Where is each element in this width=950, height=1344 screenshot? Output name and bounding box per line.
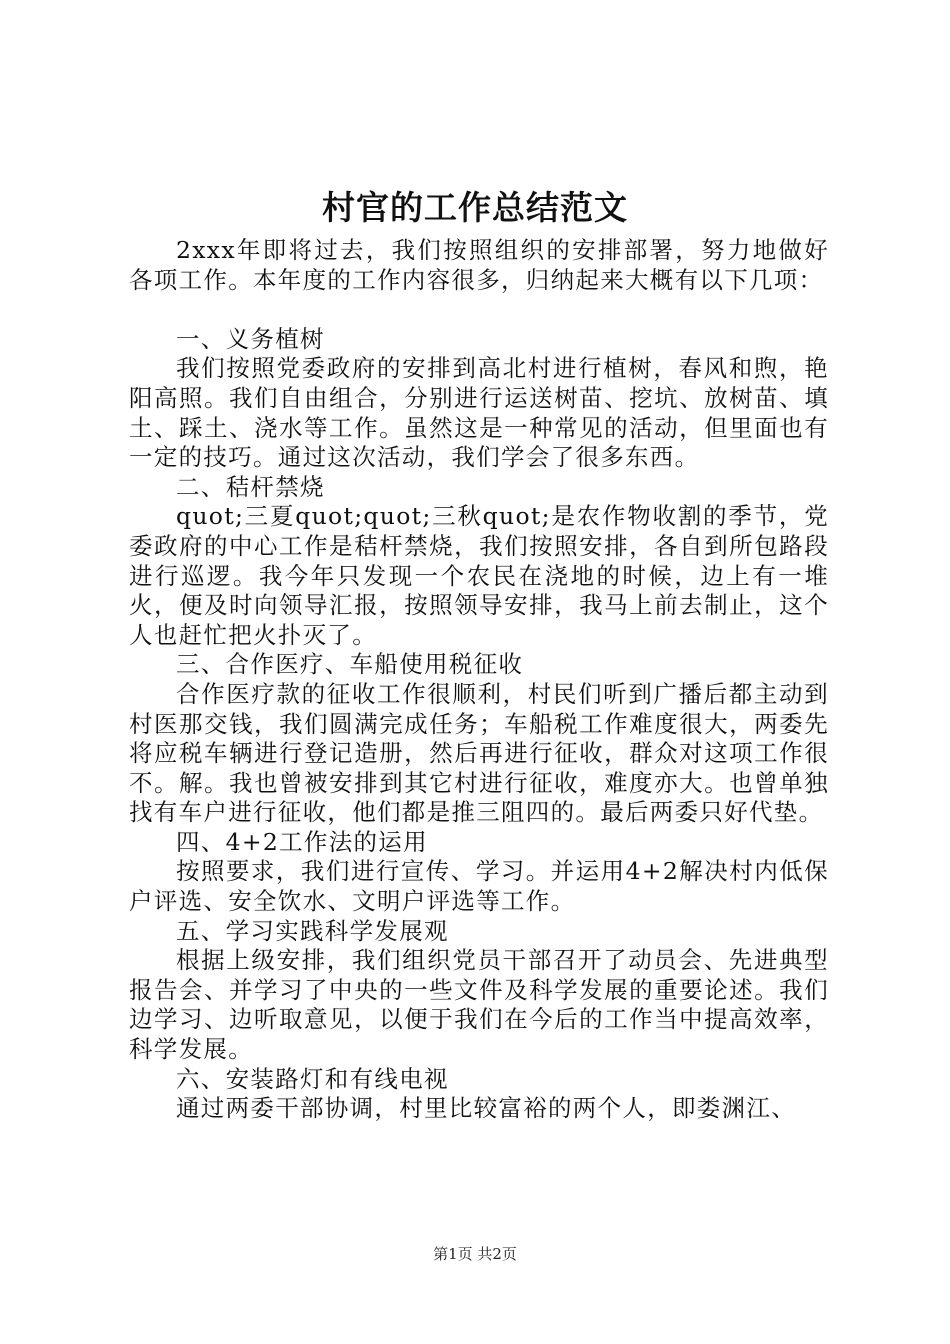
- section-heading-4: 四、4+2工作法的运用: [176, 827, 428, 856]
- section-paragraph-1: 我们按照党委政府的安排到高北村进行植树，春风和煦，艳阳高照。我们自由组合，分别进行运送树苗、挖坑、放树苗、填土、踩土、浇水等工作。虽然这是一种常见的活动，但里面也有一定的技巧。通过这次活动，我们学会了很多东西。: [129, 354, 829, 472]
- document-title: 村官的工作总结范文: [322, 188, 628, 227]
- intro-paragraph: 2xxx年即将过去，我们按照组织的安排部署，努力地做好各项工作。本年度的工作内容很多，归纳起来大概有以下几项：: [129, 236, 829, 294]
- section-paragraph-3: 合作医疗款的征收工作很顺利，村民们听到广播后都主动到村医那交钱，我们圆满完成任务；车船税工作难度很大，两委先将应税车辆进行登记造册，然后再进行征收，群众对这项工作很不。解。我也曾被安排到其它村进行征收，难度亦大。也曾单独找有车户进行征收，他们都是推三阻四的。最后两委只好代垫。: [129, 679, 829, 827]
- document-body: [129, 236, 829, 1124]
- section-paragraph-2: quot;三夏quot;quot;三秋quot;是农作物收割的季节，党委政府的中心工作是秸杆禁烧，我们按照安排，各自到所包路段进行巡逻。我今年只发现一个农民在浇地的时候，边上有一堆火，便及时向领导汇报，按照领导安排，我马上前去制止，这个人也赶忙把火扑灭了。: [129, 502, 829, 649]
- section-paragraph-6: 通过两委干部协调，村里比较富裕的两个人，即娄渊江、: [176, 1094, 796, 1123]
- section-paragraph-4: 按照要求，我们进行宣传、学习。并运用4+2解决村内低保户评选、安全饮水、文明户评选等工作。: [129, 857, 829, 916]
- section-heading-5: 五、学习实践科学发展观: [176, 916, 449, 945]
- section-heading-1: 一、义务植树: [176, 324, 325, 353]
- section-heading-6: 六、安装路灯和有线电视: [176, 1064, 449, 1093]
- section-heading-2: 二、秸杆禁烧: [176, 472, 325, 501]
- section-heading-3: 三、合作医疗、车船使用税征收: [176, 650, 524, 679]
- section-paragraph-5: 根据上级安排，我们组织党员干部召开了动员会、先进典型报告会、并学习了中央的一些文件及科学发展的重要论述。我们边学习、边听取意见，以便于我们在今后的工作当中提高效率，科学发展。: [129, 946, 829, 1064]
- page-footer: 第1页 共2页: [433, 1245, 517, 1263]
